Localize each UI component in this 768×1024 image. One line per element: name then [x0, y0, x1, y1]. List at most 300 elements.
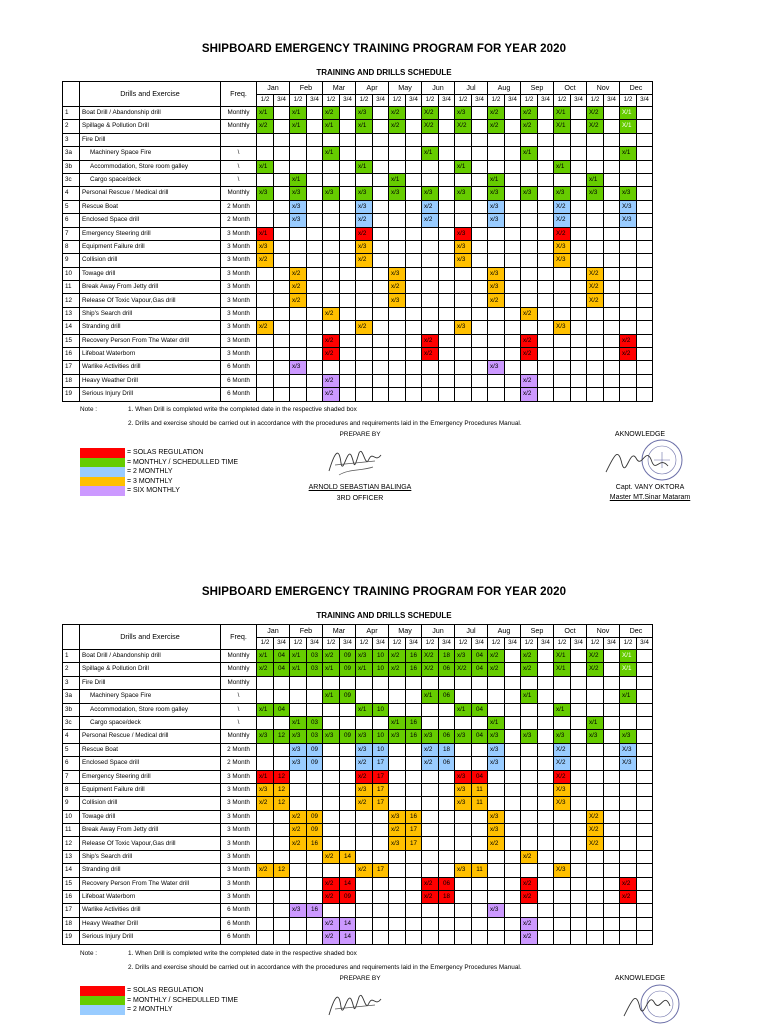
schedule-mark-cell[interactable]: x/1 — [422, 690, 439, 703]
schedule-mark-cell[interactable]: x/3 — [356, 650, 373, 663]
completion-date-cell[interactable] — [637, 348, 653, 361]
completion-date-cell[interactable] — [406, 294, 422, 307]
completion-date-cell[interactable] — [406, 173, 422, 186]
completion-date-cell[interactable] — [505, 160, 521, 173]
schedule-mark-cell[interactable]: X/2 — [587, 837, 604, 850]
schedule-mark-cell[interactable] — [620, 361, 637, 374]
completion-date-cell[interactable] — [505, 676, 521, 689]
schedule-mark-cell[interactable] — [257, 361, 274, 374]
completion-date-cell[interactable] — [505, 650, 521, 663]
schedule-mark-cell[interactable]: x/2 — [422, 214, 439, 227]
schedule-mark-cell[interactable] — [554, 931, 571, 944]
completion-date-cell[interactable] — [604, 147, 620, 160]
completion-date-cell[interactable] — [604, 107, 620, 120]
completion-date-cell[interactable] — [307, 294, 323, 307]
schedule-mark-cell[interactable] — [587, 374, 604, 387]
completion-date-cell[interactable] — [571, 690, 587, 703]
schedule-mark-cell[interactable]: x/1 — [620, 690, 637, 703]
completion-date-cell[interactable] — [538, 267, 554, 280]
schedule-mark-cell[interactable] — [323, 797, 340, 810]
completion-date-cell[interactable] — [571, 334, 587, 347]
completion-date-cell[interactable] — [538, 334, 554, 347]
schedule-mark-cell[interactable] — [488, 676, 505, 689]
completion-date-cell[interactable] — [406, 147, 422, 160]
schedule-mark-cell[interactable] — [521, 757, 538, 770]
completion-date-cell[interactable] — [439, 676, 455, 689]
completion-date-cell[interactable] — [439, 120, 455, 133]
schedule-mark-cell[interactable] — [455, 810, 472, 823]
completion-date-cell[interactable] — [538, 281, 554, 294]
completion-date-cell[interactable] — [307, 254, 323, 267]
schedule-mark-cell[interactable] — [620, 703, 637, 716]
completion-date-cell[interactable] — [538, 374, 554, 387]
schedule-mark-cell[interactable]: x/1 — [488, 173, 505, 186]
schedule-mark-cell[interactable] — [521, 783, 538, 796]
completion-date-cell[interactable] — [538, 147, 554, 160]
completion-date-cell[interactable] — [637, 917, 653, 930]
completion-date-cell[interactable] — [538, 294, 554, 307]
schedule-mark-cell[interactable]: x/3 — [290, 214, 307, 227]
completion-date-cell[interactable] — [604, 797, 620, 810]
schedule-mark-cell[interactable]: x/2 — [521, 850, 538, 863]
schedule-mark-cell[interactable] — [257, 388, 274, 401]
schedule-mark-cell[interactable]: x/3 — [488, 214, 505, 227]
completion-date-cell[interactable] — [571, 133, 587, 146]
schedule-mark-cell[interactable] — [455, 173, 472, 186]
completion-date-cell[interactable]: 17 — [373, 783, 389, 796]
schedule-mark-cell[interactable] — [455, 716, 472, 729]
schedule-mark-cell[interactable] — [488, 917, 505, 930]
completion-date-cell[interactable] — [571, 214, 587, 227]
schedule-mark-cell[interactable] — [554, 281, 571, 294]
completion-date-cell[interactable] — [472, 281, 488, 294]
schedule-mark-cell[interactable]: x/2 — [323, 107, 340, 120]
schedule-mark-cell[interactable] — [389, 133, 406, 146]
schedule-mark-cell[interactable] — [620, 824, 637, 837]
completion-date-cell[interactable]: 17 — [373, 770, 389, 783]
schedule-mark-cell[interactable] — [323, 321, 340, 334]
schedule-mark-cell[interactable]: x/3 — [389, 294, 406, 307]
schedule-mark-cell[interactable] — [422, 770, 439, 783]
schedule-mark-cell[interactable] — [356, 837, 373, 850]
schedule-mark-cell[interactable] — [521, 294, 538, 307]
schedule-mark-cell[interactable]: X/3 — [554, 797, 571, 810]
completion-date-cell[interactable] — [505, 120, 521, 133]
schedule-mark-cell[interactable] — [620, 374, 637, 387]
completion-date-cell[interactable] — [406, 214, 422, 227]
completion-date-cell[interactable] — [439, 240, 455, 253]
completion-date-cell[interactable]: 04 — [472, 663, 488, 676]
completion-date-cell[interactable] — [406, 864, 422, 877]
schedule-mark-cell[interactable]: x/2 — [356, 227, 373, 240]
completion-date-cell[interactable] — [340, 267, 356, 280]
schedule-mark-cell[interactable] — [290, 931, 307, 944]
completion-date-cell[interactable] — [505, 690, 521, 703]
schedule-mark-cell[interactable] — [323, 904, 340, 917]
completion-date-cell[interactable] — [274, 133, 290, 146]
schedule-mark-cell[interactable] — [587, 877, 604, 890]
schedule-mark-cell[interactable] — [290, 783, 307, 796]
completion-date-cell[interactable] — [505, 931, 521, 944]
completion-date-cell[interactable] — [538, 703, 554, 716]
schedule-mark-cell[interactable] — [290, 690, 307, 703]
completion-date-cell[interactable] — [637, 173, 653, 186]
schedule-mark-cell[interactable]: x/2 — [521, 307, 538, 320]
completion-date-cell[interactable] — [439, 904, 455, 917]
completion-date-cell[interactable]: 10 — [373, 650, 389, 663]
completion-date-cell[interactable] — [472, 917, 488, 930]
schedule-mark-cell[interactable] — [356, 374, 373, 387]
completion-date-cell[interactable] — [406, 877, 422, 890]
completion-date-cell[interactable] — [604, 388, 620, 401]
schedule-mark-cell[interactable] — [554, 850, 571, 863]
schedule-mark-cell[interactable]: x/2 — [323, 374, 340, 387]
completion-date-cell[interactable] — [571, 187, 587, 200]
completion-date-cell[interactable] — [439, 931, 455, 944]
completion-date-cell[interactable] — [406, 770, 422, 783]
completion-date-cell[interactable] — [406, 904, 422, 917]
completion-date-cell[interactable] — [538, 254, 554, 267]
completion-date-cell[interactable] — [439, 361, 455, 374]
completion-date-cell[interactable] — [472, 240, 488, 253]
schedule-mark-cell[interactable] — [257, 931, 274, 944]
completion-date-cell[interactable] — [340, 797, 356, 810]
schedule-mark-cell[interactable] — [620, 770, 637, 783]
completion-date-cell[interactable] — [373, 837, 389, 850]
completion-date-cell[interactable]: 09 — [307, 810, 323, 823]
schedule-mark-cell[interactable] — [290, 797, 307, 810]
completion-date-cell[interactable] — [637, 240, 653, 253]
completion-date-cell[interactable] — [472, 837, 488, 850]
schedule-mark-cell[interactable]: x/2 — [488, 650, 505, 663]
schedule-mark-cell[interactable]: x/3 — [323, 187, 340, 200]
schedule-mark-cell[interactable] — [488, 770, 505, 783]
schedule-mark-cell[interactable]: X/1 — [620, 663, 637, 676]
completion-date-cell[interactable] — [505, 107, 521, 120]
schedule-mark-cell[interactable] — [488, 147, 505, 160]
completion-date-cell[interactable] — [406, 321, 422, 334]
completion-date-cell[interactable] — [571, 891, 587, 904]
schedule-mark-cell[interactable] — [620, 133, 637, 146]
schedule-mark-cell[interactable]: X/2 — [455, 663, 472, 676]
schedule-mark-cell[interactable] — [257, 173, 274, 186]
schedule-mark-cell[interactable] — [389, 227, 406, 240]
completion-date-cell[interactable] — [373, 374, 389, 387]
schedule-mark-cell[interactable] — [620, 783, 637, 796]
schedule-mark-cell[interactable] — [620, 797, 637, 810]
schedule-mark-cell[interactable] — [323, 837, 340, 850]
completion-date-cell[interactable]: 16 — [406, 650, 422, 663]
completion-date-cell[interactable] — [637, 388, 653, 401]
completion-date-cell[interactable] — [637, 730, 653, 743]
schedule-mark-cell[interactable] — [389, 361, 406, 374]
completion-date-cell[interactable] — [373, 810, 389, 823]
completion-date-cell[interactable] — [472, 891, 488, 904]
completion-date-cell[interactable] — [637, 716, 653, 729]
schedule-mark-cell[interactable]: x/3 — [488, 824, 505, 837]
schedule-mark-cell[interactable] — [587, 254, 604, 267]
schedule-mark-cell[interactable] — [257, 200, 274, 213]
schedule-mark-cell[interactable]: x/1 — [290, 716, 307, 729]
schedule-mark-cell[interactable] — [257, 837, 274, 850]
schedule-mark-cell[interactable] — [554, 824, 571, 837]
completion-date-cell[interactable] — [571, 374, 587, 387]
completion-date-cell[interactable] — [406, 676, 422, 689]
schedule-mark-cell[interactable] — [422, 864, 439, 877]
completion-date-cell[interactable] — [472, 321, 488, 334]
completion-date-cell[interactable] — [373, 348, 389, 361]
completion-date-cell[interactable] — [274, 227, 290, 240]
completion-date-cell[interactable] — [373, 321, 389, 334]
schedule-mark-cell[interactable] — [488, 388, 505, 401]
completion-date-cell[interactable] — [406, 307, 422, 320]
completion-date-cell[interactable] — [340, 864, 356, 877]
schedule-mark-cell[interactable] — [356, 307, 373, 320]
schedule-mark-cell[interactable]: x/3 — [389, 267, 406, 280]
schedule-mark-cell[interactable] — [455, 267, 472, 280]
schedule-mark-cell[interactable] — [356, 267, 373, 280]
completion-date-cell[interactable] — [274, 931, 290, 944]
schedule-mark-cell[interactable]: x/3 — [488, 743, 505, 756]
completion-date-cell[interactable] — [307, 374, 323, 387]
schedule-mark-cell[interactable]: x/3 — [290, 187, 307, 200]
schedule-mark-cell[interactable] — [620, 850, 637, 863]
schedule-mark-cell[interactable]: x/3 — [455, 240, 472, 253]
schedule-mark-cell[interactable] — [521, 321, 538, 334]
schedule-mark-cell[interactable] — [323, 267, 340, 280]
schedule-mark-cell[interactable]: X/2 — [587, 107, 604, 120]
schedule-mark-cell[interactable]: x/3 — [455, 770, 472, 783]
completion-date-cell[interactable] — [538, 307, 554, 320]
schedule-mark-cell[interactable] — [290, 891, 307, 904]
schedule-mark-cell[interactable]: x/3 — [389, 810, 406, 823]
schedule-mark-cell[interactable]: x/1 — [356, 160, 373, 173]
completion-date-cell[interactable] — [505, 200, 521, 213]
schedule-mark-cell[interactable]: X/1 — [554, 120, 571, 133]
schedule-mark-cell[interactable] — [587, 864, 604, 877]
schedule-mark-cell[interactable] — [290, 147, 307, 160]
completion-date-cell[interactable] — [604, 703, 620, 716]
completion-date-cell[interactable] — [505, 133, 521, 146]
schedule-mark-cell[interactable]: x/2 — [521, 120, 538, 133]
completion-date-cell[interactable] — [340, 388, 356, 401]
schedule-mark-cell[interactable]: X/1 — [620, 120, 637, 133]
completion-date-cell[interactable]: 17 — [406, 824, 422, 837]
completion-date-cell[interactable] — [472, 757, 488, 770]
schedule-mark-cell[interactable] — [389, 917, 406, 930]
schedule-mark-cell[interactable] — [356, 294, 373, 307]
schedule-mark-cell[interactable] — [488, 348, 505, 361]
completion-date-cell[interactable]: 04 — [472, 730, 488, 743]
completion-date-cell[interactable]: 12 — [274, 797, 290, 810]
schedule-mark-cell[interactable] — [422, 307, 439, 320]
completion-date-cell[interactable] — [505, 917, 521, 930]
completion-date-cell[interactable] — [538, 227, 554, 240]
completion-date-cell[interactable] — [538, 864, 554, 877]
completion-date-cell[interactable] — [472, 147, 488, 160]
completion-date-cell[interactable] — [637, 904, 653, 917]
schedule-mark-cell[interactable] — [389, 931, 406, 944]
completion-date-cell[interactable] — [604, 891, 620, 904]
schedule-mark-cell[interactable]: X/3 — [554, 783, 571, 796]
schedule-mark-cell[interactable] — [290, 770, 307, 783]
completion-date-cell[interactable] — [505, 334, 521, 347]
completion-date-cell[interactable] — [406, 334, 422, 347]
completion-date-cell[interactable] — [472, 254, 488, 267]
schedule-mark-cell[interactable] — [257, 690, 274, 703]
completion-date-cell[interactable] — [637, 891, 653, 904]
schedule-mark-cell[interactable] — [620, 810, 637, 823]
completion-date-cell[interactable] — [472, 716, 488, 729]
completion-date-cell[interactable]: 09 — [340, 650, 356, 663]
schedule-mark-cell[interactable] — [455, 388, 472, 401]
schedule-mark-cell[interactable] — [290, 160, 307, 173]
schedule-mark-cell[interactable]: X/2 — [455, 120, 472, 133]
completion-date-cell[interactable] — [439, 917, 455, 930]
completion-date-cell[interactable] — [505, 810, 521, 823]
completion-date-cell[interactable] — [505, 904, 521, 917]
schedule-mark-cell[interactable] — [554, 904, 571, 917]
completion-date-cell[interactable] — [637, 690, 653, 703]
completion-date-cell[interactable] — [604, 931, 620, 944]
schedule-mark-cell[interactable]: X/3 — [620, 757, 637, 770]
schedule-mark-cell[interactable]: x/3 — [356, 240, 373, 253]
completion-date-cell[interactable] — [307, 783, 323, 796]
completion-date-cell[interactable]: 04 — [274, 663, 290, 676]
completion-date-cell[interactable] — [472, 294, 488, 307]
schedule-mark-cell[interactable]: x/2 — [620, 877, 637, 890]
schedule-mark-cell[interactable]: x/1 — [323, 147, 340, 160]
schedule-mark-cell[interactable] — [389, 770, 406, 783]
completion-date-cell[interactable] — [637, 931, 653, 944]
schedule-mark-cell[interactable] — [290, 676, 307, 689]
schedule-mark-cell[interactable]: x/3 — [488, 810, 505, 823]
completion-date-cell[interactable] — [571, 267, 587, 280]
schedule-mark-cell[interactable] — [389, 240, 406, 253]
completion-date-cell[interactable] — [340, 214, 356, 227]
schedule-mark-cell[interactable]: x/2 — [422, 891, 439, 904]
completion-date-cell[interactable] — [571, 160, 587, 173]
completion-date-cell[interactable] — [637, 877, 653, 890]
schedule-mark-cell[interactable]: X/3 — [620, 200, 637, 213]
completion-date-cell[interactable] — [340, 321, 356, 334]
schedule-mark-cell[interactable] — [422, 716, 439, 729]
completion-date-cell[interactable] — [571, 361, 587, 374]
schedule-mark-cell[interactable] — [389, 783, 406, 796]
schedule-mark-cell[interactable] — [290, 254, 307, 267]
schedule-mark-cell[interactable] — [422, 361, 439, 374]
completion-date-cell[interactable] — [373, 334, 389, 347]
schedule-mark-cell[interactable]: x/2 — [521, 348, 538, 361]
schedule-mark-cell[interactable] — [323, 160, 340, 173]
schedule-mark-cell[interactable]: x/2 — [323, 307, 340, 320]
completion-date-cell[interactable] — [373, 267, 389, 280]
schedule-mark-cell[interactable] — [521, 743, 538, 756]
completion-date-cell[interactable] — [274, 267, 290, 280]
completion-date-cell[interactable] — [274, 388, 290, 401]
schedule-mark-cell[interactable] — [290, 133, 307, 146]
schedule-mark-cell[interactable] — [356, 850, 373, 863]
completion-date-cell[interactable] — [439, 716, 455, 729]
schedule-mark-cell[interactable]: x/3 — [356, 783, 373, 796]
completion-date-cell[interactable] — [274, 810, 290, 823]
schedule-mark-cell[interactable] — [620, 676, 637, 689]
completion-date-cell[interactable] — [307, 107, 323, 120]
completion-date-cell[interactable] — [505, 730, 521, 743]
completion-date-cell[interactable] — [274, 240, 290, 253]
completion-date-cell[interactable] — [472, 200, 488, 213]
completion-date-cell[interactable] — [571, 676, 587, 689]
schedule-mark-cell[interactable] — [323, 281, 340, 294]
schedule-mark-cell[interactable] — [257, 374, 274, 387]
completion-date-cell[interactable]: 09 — [340, 690, 356, 703]
completion-date-cell[interactable] — [406, 757, 422, 770]
completion-date-cell[interactable] — [307, 877, 323, 890]
completion-date-cell[interactable] — [340, 147, 356, 160]
schedule-mark-cell[interactable] — [587, 676, 604, 689]
completion-date-cell[interactable]: 14 — [340, 931, 356, 944]
completion-date-cell[interactable] — [373, 917, 389, 930]
completion-date-cell[interactable] — [274, 321, 290, 334]
schedule-mark-cell[interactable]: X/2 — [587, 281, 604, 294]
completion-date-cell[interactable] — [274, 676, 290, 689]
completion-date-cell[interactable] — [340, 160, 356, 173]
completion-date-cell[interactable] — [604, 877, 620, 890]
completion-date-cell[interactable] — [505, 281, 521, 294]
schedule-mark-cell[interactable]: x/1 — [455, 703, 472, 716]
schedule-mark-cell[interactable] — [422, 227, 439, 240]
completion-date-cell[interactable] — [637, 676, 653, 689]
completion-date-cell[interactable] — [538, 690, 554, 703]
completion-date-cell[interactable] — [472, 160, 488, 173]
schedule-mark-cell[interactable] — [455, 904, 472, 917]
schedule-mark-cell[interactable]: x/3 — [488, 757, 505, 770]
completion-date-cell[interactable]: 12 — [274, 783, 290, 796]
schedule-mark-cell[interactable] — [554, 917, 571, 930]
completion-date-cell[interactable] — [538, 743, 554, 756]
completion-date-cell[interactable] — [307, 334, 323, 347]
schedule-mark-cell[interactable]: x/3 — [389, 730, 406, 743]
schedule-mark-cell[interactable] — [554, 891, 571, 904]
completion-date-cell[interactable] — [571, 864, 587, 877]
completion-date-cell[interactable] — [406, 187, 422, 200]
schedule-mark-cell[interactable]: x/3 — [455, 321, 472, 334]
schedule-mark-cell[interactable] — [323, 783, 340, 796]
completion-date-cell[interactable] — [637, 281, 653, 294]
schedule-mark-cell[interactable] — [488, 307, 505, 320]
schedule-mark-cell[interactable] — [521, 281, 538, 294]
completion-date-cell[interactable] — [637, 147, 653, 160]
completion-date-cell[interactable] — [340, 173, 356, 186]
completion-date-cell[interactable] — [307, 173, 323, 186]
schedule-mark-cell[interactable]: x/2 — [488, 837, 505, 850]
schedule-mark-cell[interactable]: x/2 — [356, 214, 373, 227]
schedule-mark-cell[interactable] — [290, 864, 307, 877]
completion-date-cell[interactable] — [604, 160, 620, 173]
completion-date-cell[interactable] — [472, 690, 488, 703]
completion-date-cell[interactable]: 16 — [307, 904, 323, 917]
schedule-mark-cell[interactable]: x/1 — [257, 650, 274, 663]
completion-date-cell[interactable] — [571, 173, 587, 186]
completion-date-cell[interactable] — [439, 160, 455, 173]
completion-date-cell[interactable]: 12 — [274, 730, 290, 743]
schedule-mark-cell[interactable] — [587, 797, 604, 810]
completion-date-cell[interactable] — [604, 850, 620, 863]
completion-date-cell[interactable] — [373, 294, 389, 307]
schedule-mark-cell[interactable] — [488, 891, 505, 904]
schedule-mark-cell[interactable] — [356, 690, 373, 703]
schedule-mark-cell[interactable]: x/3 — [389, 187, 406, 200]
